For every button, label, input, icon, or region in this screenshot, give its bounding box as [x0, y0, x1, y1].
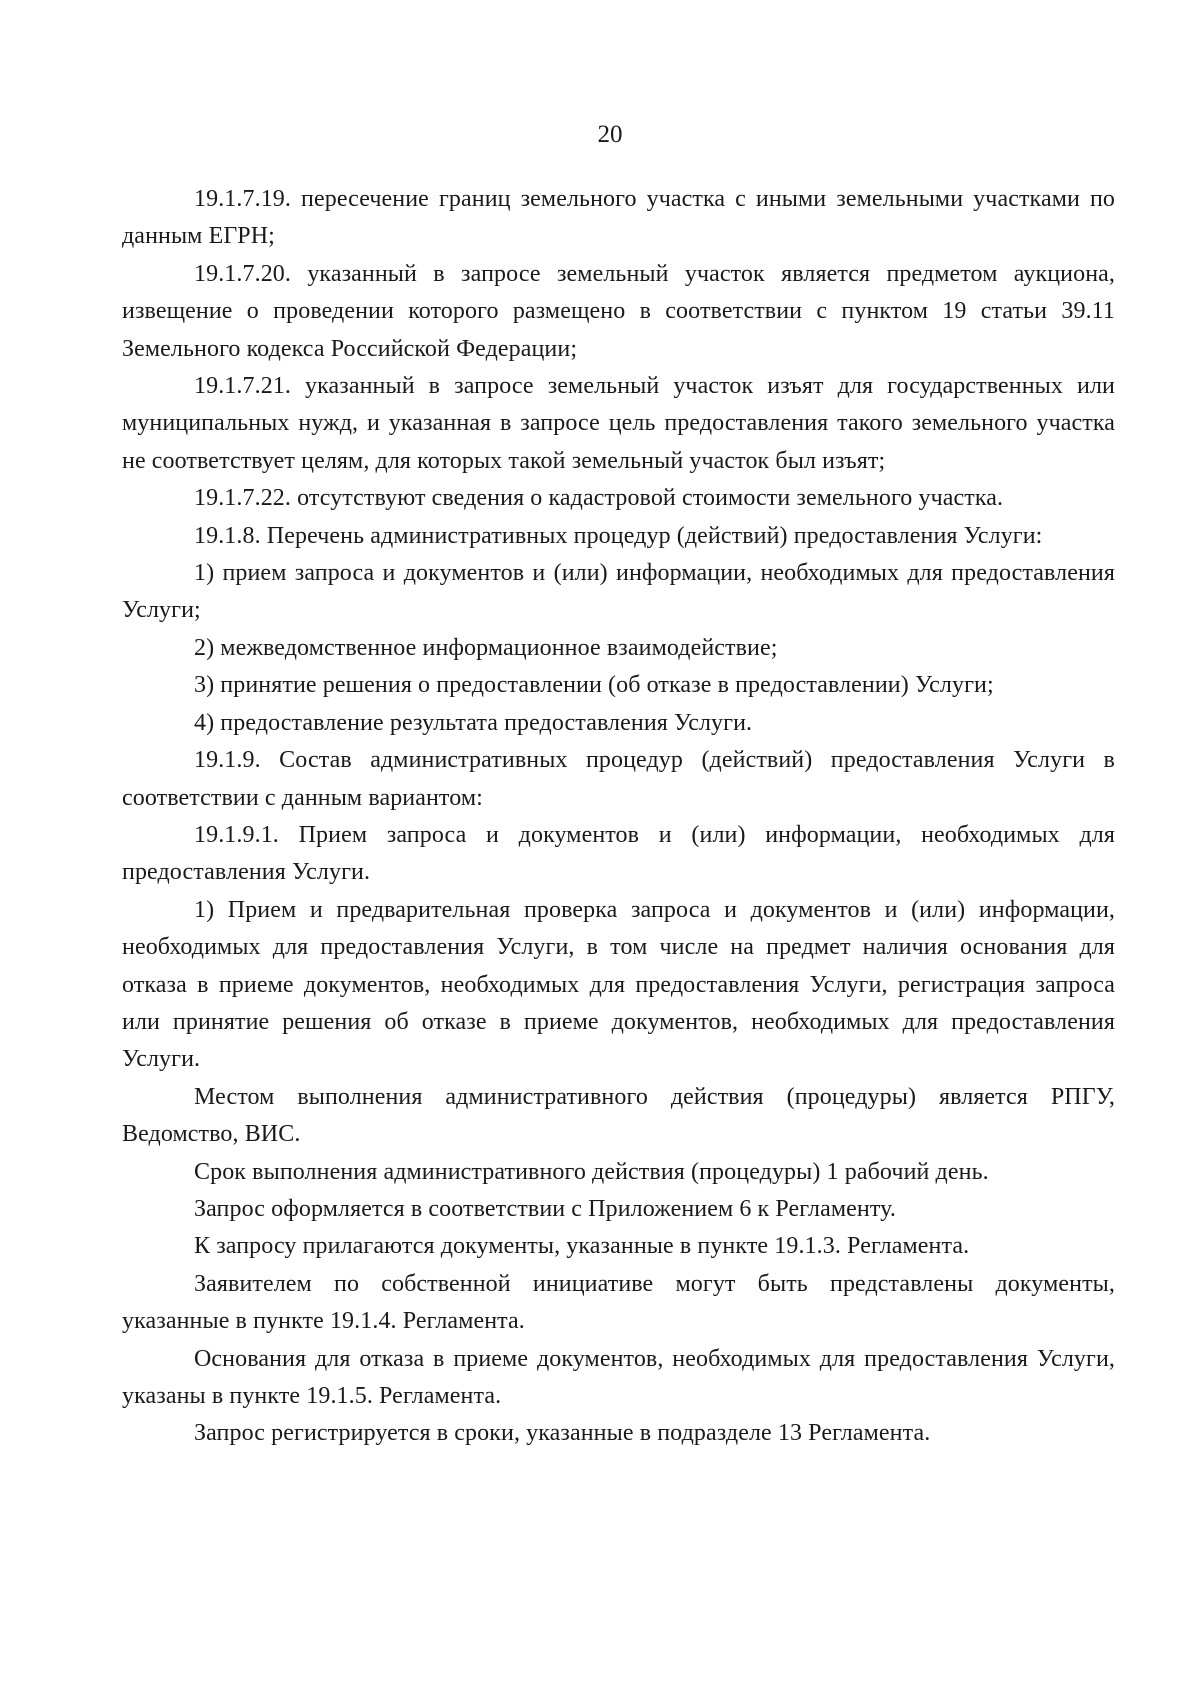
- paragraph-19-1-7-19: 19.1.7.19. пересечение границ земельного участка с иными земельными участками по данным ЕГРН;: [122, 186, 1115, 250]
- paragraph-place: Местом выполнения административного действия (процедуры) является РПГУ, Ведомство, ВИС.: [122, 1083, 1115, 1148]
- list-item-4: 4) предоставление результата предоставления Услуги.: [194, 709, 753, 736]
- list-item-3: 3) принятие решения о предоставлении (об отказе в предоставлении) Услуги;: [194, 672, 994, 699]
- paragraph-deadline: Срок выполнения административного действия (процедуры) 1 рабочий день.: [194, 1158, 989, 1185]
- paragraph-19-1-8: 19.1.8. Перечень административных процедур (действий) предоставления Услуги:: [194, 522, 1043, 549]
- paragraph-own-initiative: Заявителем по собственной инициативе могут быть представлены документы, указанные в пункте 19.1.4. Регламента.: [122, 1270, 1115, 1335]
- paragraph-19-1-7-22: 19.1.7.22. отсутствуют сведения о кадастровой стоимости земельного участка.: [194, 485, 1004, 512]
- paragraph-19-1-9: 19.1.9. Состав административных процедур (действий) предоставления Услуги в соответствии с данным вариантом:: [122, 747, 1115, 811]
- page-number: 20: [597, 121, 623, 148]
- paragraph-19-1-7-20: 19.1.7.20. указанный в запросе земельный участок является предметом аукциона, извещение о проведении которого размещено в соответствии с пунктом 19 статьи 39.11 Земельного кодекса Российской Федерации;: [122, 260, 1115, 362]
- list-item-1: 1) прием запроса и документов и (или) информации, необходимых для предоставления Услуги;: [122, 560, 1115, 624]
- paragraph-19-1-7-21: 19.1.7.21. указанный в запросе земельный участок изъят для государственных или муниципальных нужд, и указанная в запросе цель предоставления такого земельного участка не соответствует целям, для которых такой земельный участок был изъят;: [122, 373, 1115, 474]
- paragraph-attachments: К запросу прилагаются документы, указанные в пункте 19.1.3. Регламента.: [194, 1233, 970, 1260]
- document-body: [122, 181, 1115, 1453]
- paragraph-refusal-grounds: Основания для отказа в приеме документов, необходимых для предоставления Услуги, указаны в пункте 19.1.5. Регламента.: [122, 1345, 1115, 1409]
- paragraph-registration: Запрос регистрируется в сроки, указанные в подразделе 13 Регламента.: [194, 1420, 931, 1447]
- paragraph-request-form: Запрос оформляется в соответствии с Приложением 6 к Регламенту.: [194, 1195, 896, 1222]
- paragraph-19-1-9-1: 19.1.9.1. Прием запроса и документов и (или) информации, необходимых для предоставления Услуги.: [122, 821, 1115, 886]
- list-item-2: 2) межведомственное информационное взаимодействие;: [194, 634, 778, 661]
- procedure-step-1: 1) Прием и предварительная проверка запроса и документов и (или) информации, необходимых для предоставления Услуги, в том числе на предмет наличия основания для отказа в приеме документов, необходимых для предоставления Услуги, регистрация запроса или принятие решения об отказе в приеме документов, необходимых для предоставления Услуги.: [122, 896, 1115, 1073]
